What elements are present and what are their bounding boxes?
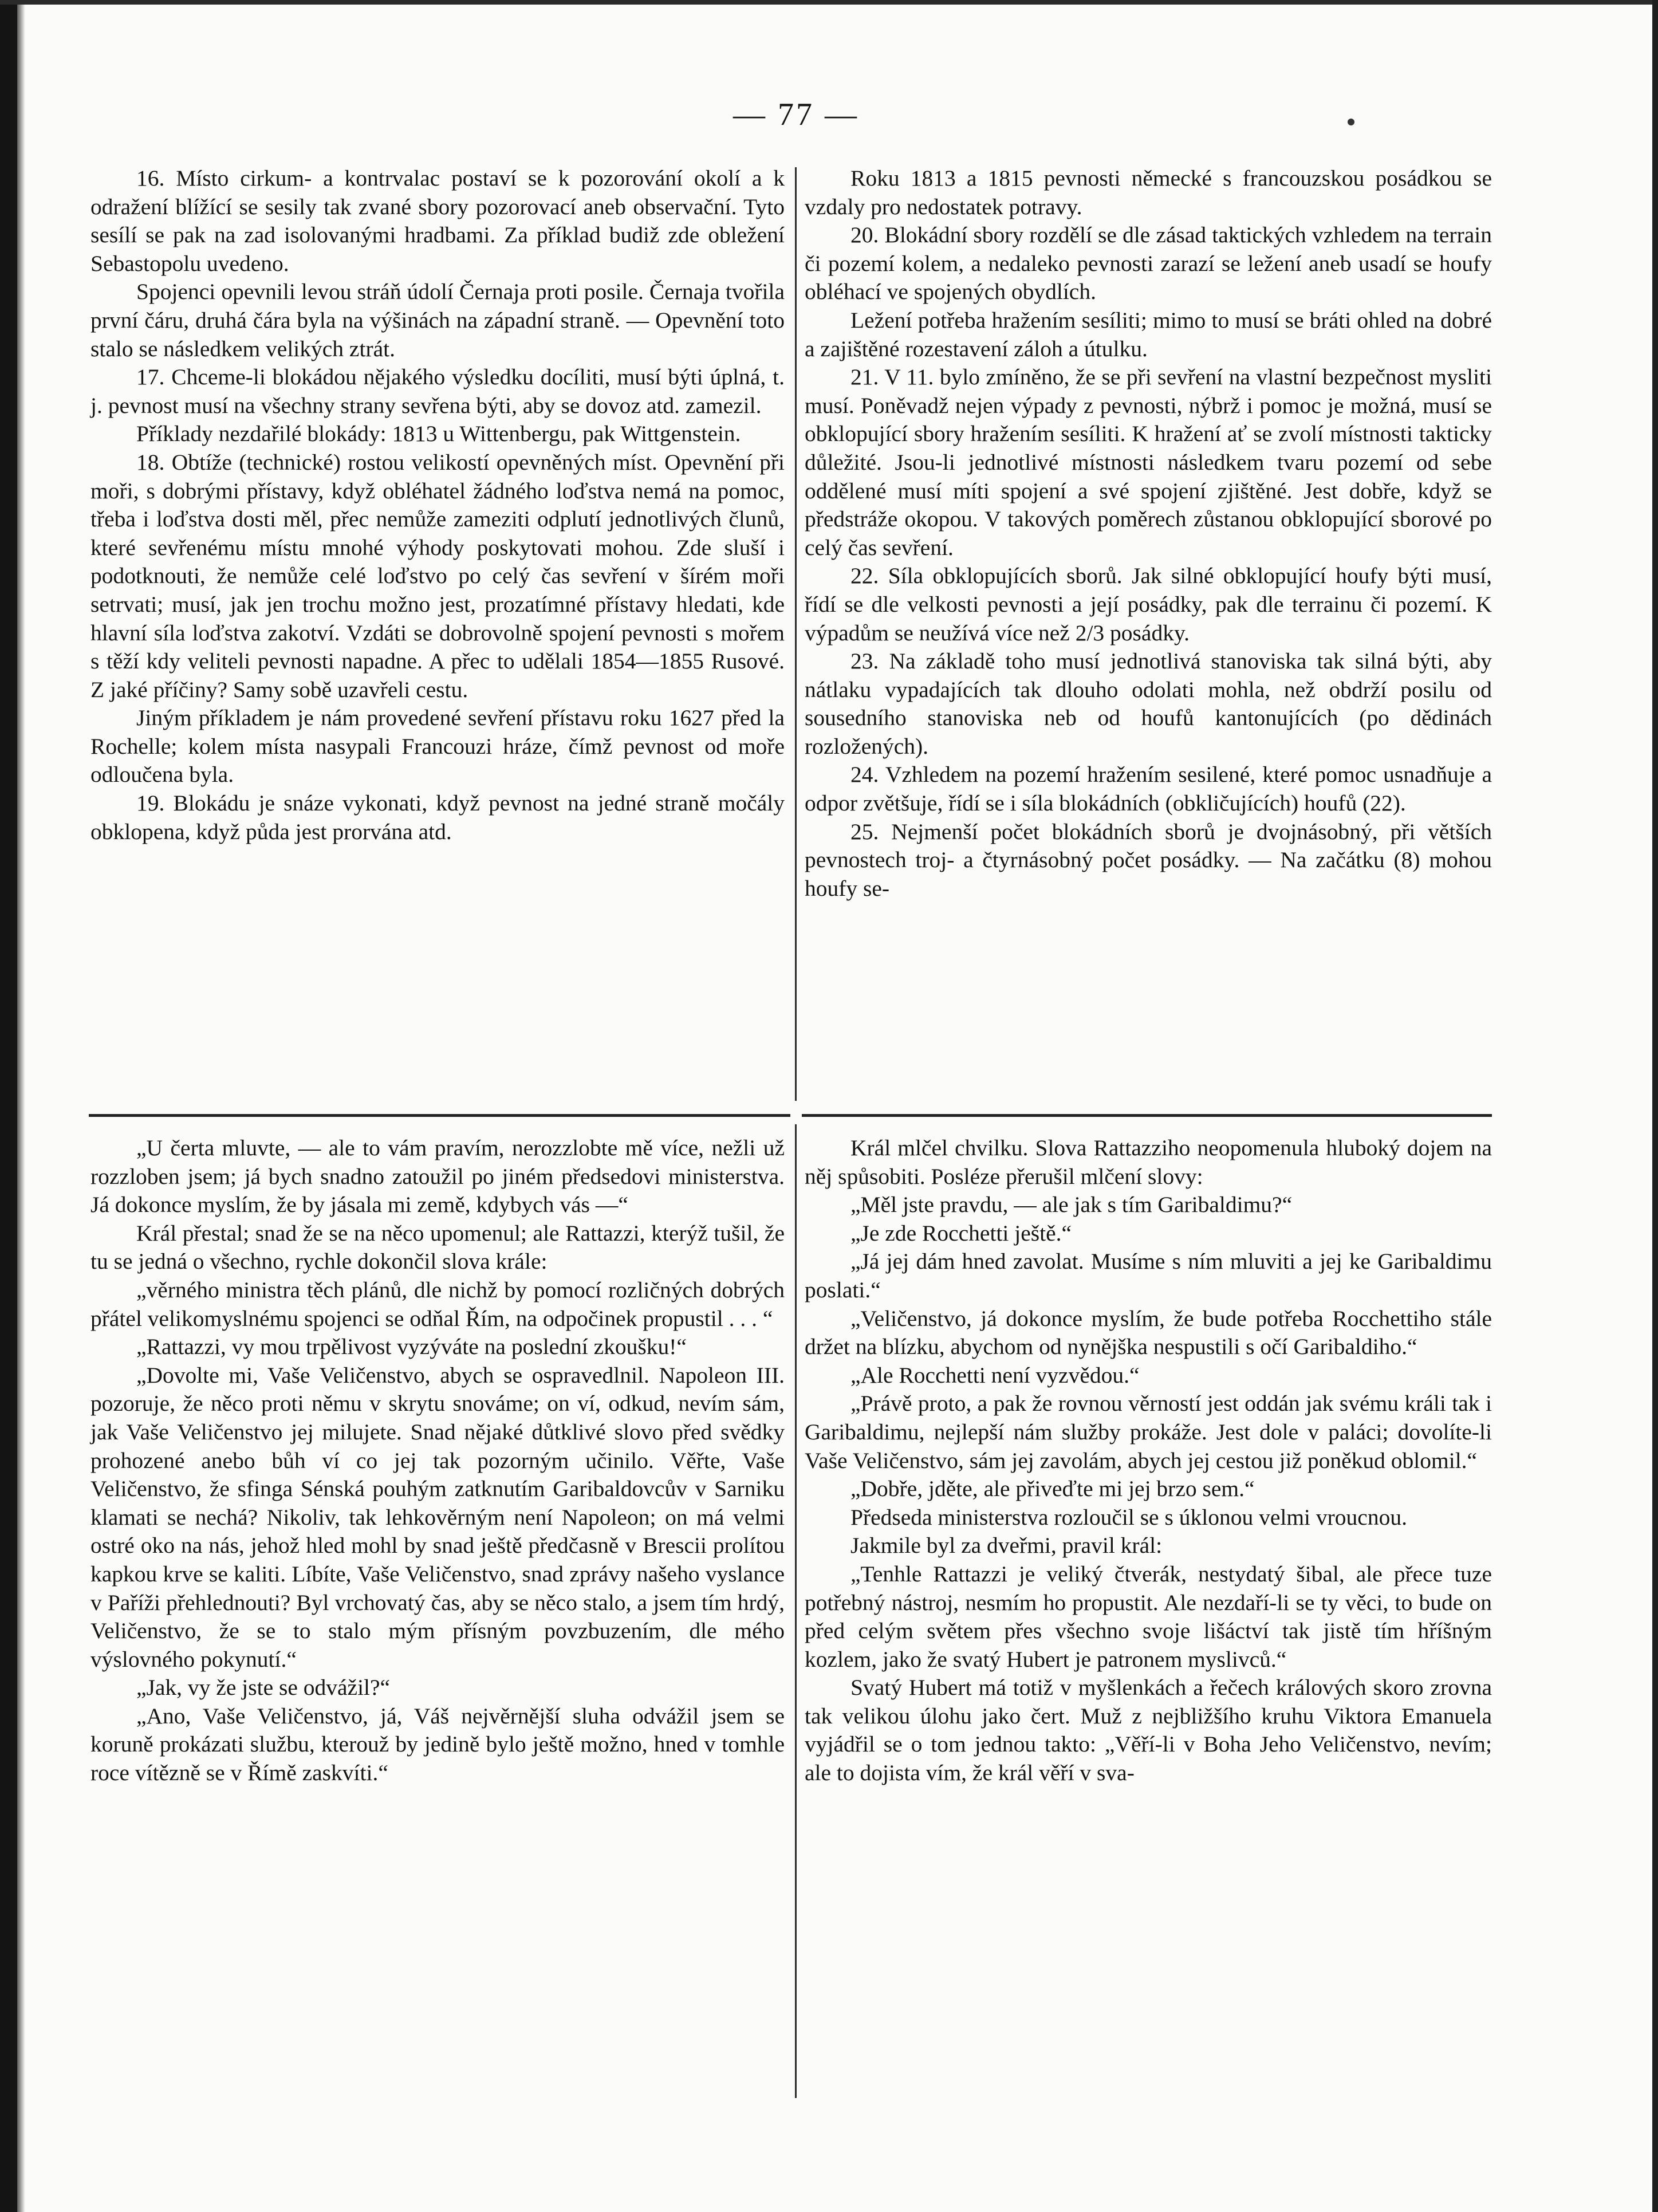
scan-edge-left	[0, 0, 17, 2212]
paragraph: Příklady nezdařilé blokády: 1813 u Wittenbergu, pak Wittgenstein.	[136, 421, 741, 447]
paragraph: „Já jej dám hned zavolat. Musíme s ním mluviti a jej ke Garibaldimu poslati.“	[805, 1249, 1492, 1302]
column-divider-bottom	[795, 1124, 797, 2098]
column-top-left	[90, 164, 785, 846]
paragraph: „Právě proto, a pak že rovnou věrností jest oddán jak svému králi tak i Garibaldimu, nejlepší nám služby prokáže. Jest dole v paláci; dovolíte-li Vaše Veličenstvo, sám jej zavolám, abych jej cestou již poněkud oblomil.“	[805, 1391, 1492, 1473]
column-bottom-left	[90, 1134, 785, 1788]
paragraph: „věrného ministra těch plánů, dle nichž by pomocí rozličných dobrých přátel velikomyslnému spojenci se odňal Řím, na odpočinek propustil . . . “	[90, 1277, 785, 1331]
paragraph: Jiným příkladem je nám provedené sevření přístavu roku 1627 před la Rochelle; kolem místa nasypali Francouzi hráze, čímž pevnost od moře odloučena byla.	[90, 705, 785, 788]
column-bottom-right	[805, 1134, 1492, 1788]
paragraph: Spojenci opevnili levou stráň údolí Černaja proti posile. Černaja tvořila první čáru, druhá čára byla na výšinách na západní straně. — Opevnění toto stalo se následkem velikých ztrát.	[90, 279, 785, 361]
paragraph: Král přestal; snad že se na něco upomenul; ale Rattazzi, kterýž tušil, že tu se jedná o všechno, rychle dokončil slova krále:	[90, 1220, 785, 1274]
paragraph: Ležení potřeba hražením sesíliti; mimo to musí se bráti ohled na dobré a zajištěné rozestavení záloh a útulku.	[805, 307, 1492, 361]
paragraph: „Dobře, jděte, ale přiveďte mi jej brzo sem.“	[850, 1476, 1255, 1502]
paragraph: 17. Chceme-li blokádou nějakého výsledku docíliti, musí býti úplná, t. j. pevnost musí na všechny strany sevřena býti, aby se dovoz atd. zamezil.	[90, 364, 785, 418]
paragraph: „Je zde Rocchetti ještě.“	[850, 1220, 1072, 1246]
section-divider-right	[802, 1114, 1492, 1117]
paragraph: „Měl jste pravdu, — ale jak s tím Garibaldimu?“	[850, 1192, 1293, 1218]
paragraph: Roku 1813 a 1815 pevnosti německé s francouzskou posádkou se vzdaly pro nedostatek potravy.	[805, 166, 1492, 219]
paragraph: Svatý Hubert má totiž v myšlenkách a řečech králových skoro zrovna tak velikou úlohu jako čert. Muž z nejbližšího kruhu Viktora Emanuela vyjádřil se o tom jednou takto: „Věří-li v Boha Jeho Veličenstvo, nevím; ale to dojista vím, že král věří v sva-	[805, 1675, 1492, 1786]
scan-edge-right	[1652, 0, 1658, 2212]
paragraph: „Jak, vy že jste se odvážil?“	[136, 1675, 391, 1701]
paragraph: 22. Síla obklopujících sborů. Jak silné obklopující houfy býti musí, řídí se dle velkosti pevnosti a její posádky, pak dle terrainu či pozemí. K výpadům se neužívá více než 2/3 posádky.	[805, 563, 1492, 646]
paragraph: Předseda ministerstva rozloučil se s úklonou velmi vroucnou.	[850, 1504, 1407, 1530]
paragraph: 20. Blokádní sbory rozdělí se dle zásad taktických vzhledem na terrain či pozemí kolem, a nedaleko pevnosti zarazí se ležení aneb usadí se houfy obléhací ve spojených obydlích.	[805, 222, 1492, 305]
paragraph: 18. Obtíže (technické) rostou velikostí opevněných míst. Opevnění při moři, s dobrými přístavy, když obléhatel žádného loďstva nemá na pomoc, třeba i loďstva dosti měl, přec nemůže zameziti odplutí jednotlivých člunů, které sevřenému místu mnohé výhody poskytovati mohou. Zde sluší i podotknouti, že nemůže celé loďstvo po celý čas sevření v šírém moři setrvati; musí, jak jen trochu možno jest, prozatímné přístavy hledati, kde hlavní síla loďstva zakotví. Vzdáti se dobrovolně spojení pevnosti s mořem s těží kdy veliteli pevnosti napadne. A přec to udělali 1854—1855 Rusové. Z jaké příčiny? Samy sobě uzavřeli cestu.	[90, 449, 785, 702]
column-top-right	[805, 164, 1492, 903]
paragraph: Jakmile byl za dveřmi, pravil král:	[850, 1533, 1163, 1558]
paragraph: „Tenhle Rattazzi je veliký čtverák, nestydatý šibal, ale přece tuze potřebný nástroj, nesmím ho propustit. Ale nezdaří-li se ty věci, to bude on před celým světem přes všechno svoje lišáctví tak jistě tím hříšným kozlem, jako že svatý Hubert je patronem myslivců.“	[805, 1561, 1492, 1672]
paragraph: 19. Blokádu je snáze vykonati, když pevnost na jedné straně močály obklopena, když půda jest prorvána atd.	[90, 790, 785, 844]
paragraph: 25. Nejmenší počet blokádních sborů je dvojnásobný, při větších pevnostech troj- a čtyrnásobný počet posádky. — Na začátku (8) mohou houfy se-	[805, 818, 1492, 901]
paragraph: 24. Vzhledem na pozemí hražením sesilené, které pomoc usnadňuje a odpor zvětšuje, řídí se i síla blokádních (obkličujících) houfů (22).	[805, 762, 1492, 816]
scan-edge-shadow	[17, 0, 25, 2212]
paragraph: „Ale Rocchetti není vyzvědou.“	[850, 1362, 1140, 1388]
paragraph: „Rattazzi, vy mou trpělivost vyzýváte na poslední zkoušku!“	[136, 1334, 687, 1360]
ink-dot	[1348, 119, 1354, 125]
paragraph: 16. Místo cirkum- a kontrvalac postaví se k pozorování okolí a k odražení blížící se sesily tak zvané sbory pozorovací aneb observační. Tyto sesílí se pak na zad isolovanými hradbami. Za příklad budiž zde obležení Sebastopolu uvedeno.	[90, 166, 785, 276]
paragraph: Král mlčel chvilku. Slova Rattazziho neopomenula hluboký dojem na něj spůsobiti. Posléze přerušil mlčení slovy:	[805, 1135, 1492, 1189]
paragraph: 23. Na základě toho musí jednotlivá stanoviska tak silná býti, aby nátlaku vypadajících tak dlouho odolati mohla, než obdrží posilu od sousedního stanoviska neb od houfů kantonujících (po dědinách rozložených).	[805, 648, 1492, 759]
page-number: — 77 —	[733, 97, 859, 132]
scan-edge-top	[0, 0, 1658, 5]
section-divider-left	[89, 1114, 790, 1117]
paragraph: „Veličenstvo, já dokonce myslím, že bude potřeba Rocchettiho stále držet na blízku, abychom od nynějška nespustili s očí Garibaldiho.“	[805, 1305, 1492, 1360]
paragraph: „U čerta mluvte, — ale to vám pravím, nerozzlobte mě více, nežli už rozzloben jsem; já bych snadno zatoužil po jiném předsedovi ministerstva. Já dokonce myslím, že by jásala mi země, kdybych vás —“	[90, 1135, 785, 1218]
paragraph: „Ano, Vaše Veličenstvo, já, Váš nejvěrnější sluha odvážil jsem se koruně prokázati službu, kterouž by jedině bylo ještě možno, hned v tomhle roce vítězně se v Římě zaskvíti.“	[90, 1703, 785, 1786]
paragraph: „Dovolte mi, Vaše Veličenstvo, abych se ospravedlnil. Napoleon III. pozoruje, že něco proti němu v skrytu snováme; on ví, odkud, nevím sám, jak Vaše Veličenstvo jej milujete. Snad nějaké důtklivé slovo před svědky prohozené anebo bůh ví co jej tak pozorným učinilo. Věřte, Vaše Veličenstvo, že sfinga Sénská pouhým zatknutím Garibaldovcův v Sarniku klamati se nechá? Nikoliv, tak lehkověrným není Napoleon; on má velmi ostré oko na nás, jehož hled mohl by snad ještě předčasně v Brescii prolítou kapkou krve se kaliti. Líbíte, Vaše Veličenstvo, snad zprávy našeho vyslance v Paříži přehlednouti? Byl vrchovatý čas, aby se něco stalo, a jsem tím hrdý, Veličenstvo, že se to stalo mým přísným povzbuzením, dle mého výslovného pokynutí.“	[90, 1362, 785, 1672]
paragraph: 21. V 11. bylo zmíněno, že se při sevření na vlastní bezpečnost mysliti musí. Poněvadž nejen výpady z pevnosti, nýbrž i pomoc je možná, musí se obklopující sbory hražením sesíliti. K hražení ať se zvolí místnosti takticky důležité. Jsou-li jednotlivé místnosti následkem tvaru pozemí od sebe oddělené musí míti spojení a své spojení zjištěné. Jest dobře, když se předstráže okopou. V takových poměrech zůstanou obklopující sborové po celý čas sevření.	[805, 364, 1492, 560]
column-divider-top	[795, 167, 797, 1101]
